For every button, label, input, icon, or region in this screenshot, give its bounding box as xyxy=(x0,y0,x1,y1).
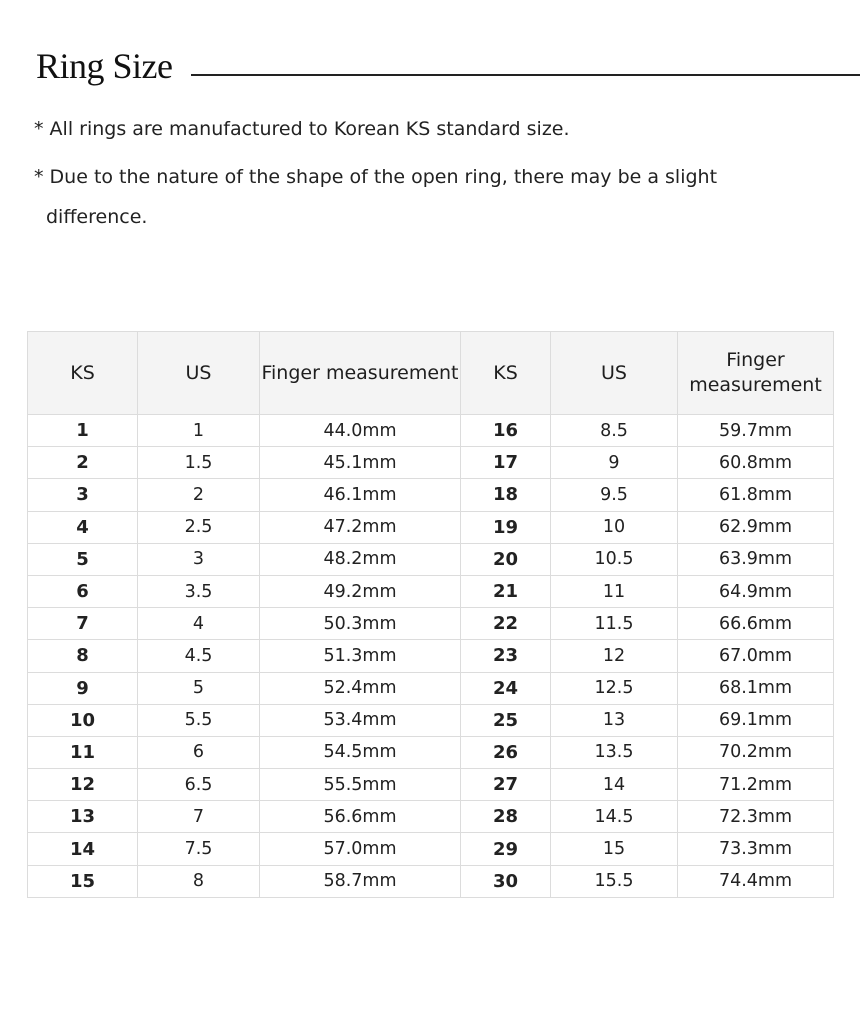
cell-us: 13.5 xyxy=(551,736,678,768)
cell-finger-measurement: 58.7mm xyxy=(260,865,461,897)
cell-finger-measurement: 44.0mm xyxy=(260,415,461,447)
cell-finger-measurement: 56.6mm xyxy=(260,801,461,833)
note-ks-standard: * All rings are manufactured to Korean KS standard size. xyxy=(34,118,570,140)
cell-finger-measurement: 66.6mm xyxy=(678,608,834,640)
cell-us: 8 xyxy=(138,865,260,897)
cell-finger-measurement: 49.2mm xyxy=(260,575,461,607)
cell-ks: 9 xyxy=(28,672,138,704)
cell-ks: 24 xyxy=(461,672,551,704)
cell-ks: 10 xyxy=(28,704,138,736)
cell-finger-measurement: 63.9mm xyxy=(678,543,834,575)
table-row xyxy=(28,543,834,575)
cell-us: 2 xyxy=(138,479,260,511)
cell-us: 14 xyxy=(551,769,678,801)
table-row xyxy=(28,640,834,672)
cell-ks: 25 xyxy=(461,704,551,736)
cell-finger-measurement: 74.4mm xyxy=(678,865,834,897)
cell-ks: 14 xyxy=(28,833,138,865)
col-header-us: US xyxy=(138,332,260,415)
cell-us: 8.5 xyxy=(551,415,678,447)
table-row xyxy=(28,736,834,768)
cell-finger-measurement: 60.8mm xyxy=(678,447,834,479)
cell-finger-measurement: 45.1mm xyxy=(260,447,461,479)
cell-ks: 3 xyxy=(28,479,138,511)
cell-finger-measurement: 46.1mm xyxy=(260,479,461,511)
cell-finger-measurement: 71.2mm xyxy=(678,769,834,801)
cell-us: 6.5 xyxy=(138,769,260,801)
notes xyxy=(34,112,824,246)
cell-us: 12 xyxy=(551,640,678,672)
cell-ks: 12 xyxy=(28,769,138,801)
note-open-ring: * Due to the nature of the shape of the open ring, there may be a slight difference. xyxy=(34,166,718,228)
col-header-us: US xyxy=(551,332,678,415)
cell-finger-measurement: 73.3mm xyxy=(678,833,834,865)
cell-finger-measurement: 48.2mm xyxy=(260,543,461,575)
col-header-finger-measurement: Finger measurement xyxy=(260,332,461,415)
cell-finger-measurement: 51.3mm xyxy=(260,640,461,672)
cell-us: 11.5 xyxy=(551,608,678,640)
cell-us: 4 xyxy=(138,608,260,640)
cell-ks: 19 xyxy=(461,511,551,543)
cell-ks: 20 xyxy=(461,543,551,575)
cell-finger-measurement: 47.2mm xyxy=(260,511,461,543)
cell-finger-measurement: 50.3mm xyxy=(260,608,461,640)
cell-us: 10 xyxy=(551,511,678,543)
cell-ks: 2 xyxy=(28,447,138,479)
cell-ks: 4 xyxy=(28,511,138,543)
table-row xyxy=(28,415,834,447)
table-row xyxy=(28,833,834,865)
table-row xyxy=(28,801,834,833)
table-header-row xyxy=(28,332,834,415)
cell-us: 6 xyxy=(138,736,260,768)
cell-finger-measurement: 61.8mm xyxy=(678,479,834,511)
cell-finger-measurement: 64.9mm xyxy=(678,575,834,607)
cell-finger-measurement: 72.3mm xyxy=(678,801,834,833)
cell-us: 7.5 xyxy=(138,833,260,865)
cell-us: 14.5 xyxy=(551,801,678,833)
cell-finger-measurement: 62.9mm xyxy=(678,511,834,543)
cell-ks: 27 xyxy=(461,769,551,801)
table-row xyxy=(28,672,834,704)
col-header-ks: KS xyxy=(28,332,138,415)
table-row xyxy=(28,704,834,736)
cell-ks: 11 xyxy=(28,736,138,768)
table-row xyxy=(28,511,834,543)
table-header xyxy=(28,332,834,415)
cell-us: 1 xyxy=(138,415,260,447)
cell-finger-measurement: 53.4mm xyxy=(260,704,461,736)
cell-us: 5 xyxy=(138,672,260,704)
cell-us: 9 xyxy=(551,447,678,479)
table-body xyxy=(28,415,834,898)
cell-us: 3 xyxy=(138,543,260,575)
cell-us: 4.5 xyxy=(138,640,260,672)
cell-finger-measurement: 68.1mm xyxy=(678,672,834,704)
table-row xyxy=(28,769,834,801)
cell-ks: 16 xyxy=(461,415,551,447)
cell-finger-measurement: 57.0mm xyxy=(260,833,461,865)
table-row xyxy=(28,479,834,511)
cell-ks: 13 xyxy=(28,801,138,833)
ring-size-table xyxy=(27,331,834,898)
cell-ks: 30 xyxy=(461,865,551,897)
title-row xyxy=(36,42,860,90)
cell-finger-measurement: 70.2mm xyxy=(678,736,834,768)
table-row xyxy=(28,608,834,640)
cell-ks: 28 xyxy=(461,801,551,833)
cell-ks: 7 xyxy=(28,608,138,640)
cell-us: 15.5 xyxy=(551,865,678,897)
cell-ks: 23 xyxy=(461,640,551,672)
title-divider xyxy=(191,74,860,76)
cell-us: 11 xyxy=(551,575,678,607)
col-header-ks: KS xyxy=(461,332,551,415)
cell-finger-measurement: 52.4mm xyxy=(260,672,461,704)
cell-ks: 6 xyxy=(28,575,138,607)
cell-us: 10.5 xyxy=(551,543,678,575)
cell-us: 1.5 xyxy=(138,447,260,479)
table-row xyxy=(28,865,834,897)
cell-us: 12.5 xyxy=(551,672,678,704)
cell-ks: 26 xyxy=(461,736,551,768)
cell-ks: 8 xyxy=(28,640,138,672)
cell-ks: 29 xyxy=(461,833,551,865)
cell-finger-measurement: 54.5mm xyxy=(260,736,461,768)
cell-us: 15 xyxy=(551,833,678,865)
cell-ks: 18 xyxy=(461,479,551,511)
cell-ks: 1 xyxy=(28,415,138,447)
cell-us: 13 xyxy=(551,704,678,736)
cell-ks: 17 xyxy=(461,447,551,479)
page-title: Ring Size xyxy=(36,46,173,86)
cell-us: 5.5 xyxy=(138,704,260,736)
cell-ks: 5 xyxy=(28,543,138,575)
col-header-finger-measurement: Finger measurement xyxy=(678,332,834,415)
table-row xyxy=(28,575,834,607)
cell-finger-measurement: 69.1mm xyxy=(678,704,834,736)
cell-us: 7 xyxy=(138,801,260,833)
table-row xyxy=(28,447,834,479)
cell-finger-measurement: 59.7mm xyxy=(678,415,834,447)
cell-us: 3.5 xyxy=(138,575,260,607)
cell-ks: 22 xyxy=(461,608,551,640)
cell-ks: 15 xyxy=(28,865,138,897)
cell-finger-measurement: 67.0mm xyxy=(678,640,834,672)
cell-us: 9.5 xyxy=(551,479,678,511)
cell-ks: 21 xyxy=(461,575,551,607)
cell-finger-measurement: 55.5mm xyxy=(260,769,461,801)
cell-us: 2.5 xyxy=(138,511,260,543)
